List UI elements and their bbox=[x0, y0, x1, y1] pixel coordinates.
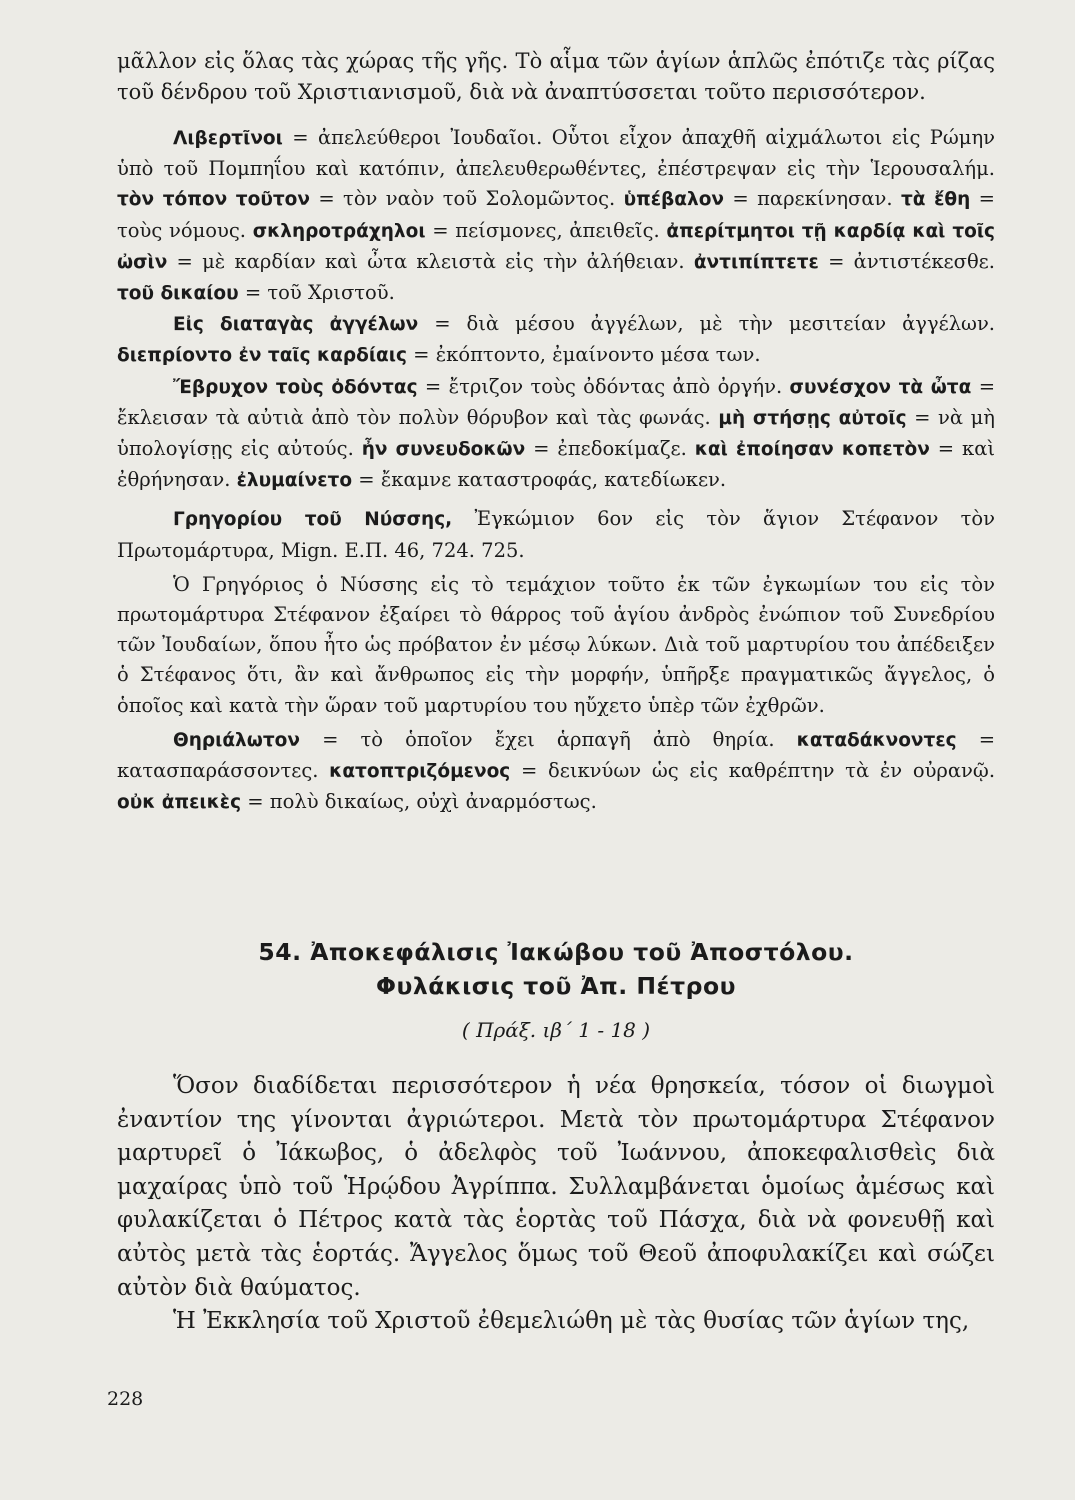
gloss-def: = κατασπαράσσοντες. bbox=[117, 727, 996, 783]
gloss-term: τὰ ἔθη bbox=[900, 189, 971, 211]
gloss-def: = ἔκαμνε καταστροφάς, κατεδίωκεν. bbox=[358, 468, 727, 492]
source-citation bbox=[117, 504, 995, 565]
gloss-term: ὑπέβαλον bbox=[623, 189, 725, 211]
gloss-def: = ἔκλεισαν τὰ αὐτιὰ ἀπὸ τὸν πολὺν θόρυβον καὶ τὰς φωνάς. bbox=[117, 374, 996, 429]
gloss-term: οὐκ ἀπεικὲς bbox=[117, 792, 242, 814]
gloss-term: Λιβερτῖνοι bbox=[173, 128, 283, 149]
section-paragraph-1: Ὅσον διαδίδεται περισσότερον ἡ νέα θρησκεία, τόσον οἱ διωγμοὶ ἐναντίον της γίνονται ἀγριώτεροι. Μετὰ τὸν πρωτομάρτυρα Στέφανον μαρτυρεῖ ὁ Ἰάκωβος, ὁ ἀδελφὸς τοῦ Ἰωάννου, ἀποκεφαλισθεὶς διὰ μαχαίρας ὑπὸ τοῦ Ἡρῴδου Ἀγρίππα. Συλλαμβάνεται ὁμοίως ἀμέσως καὶ φυλακίζεται ὁ Πέτρος κατὰ τὰς ἑορτὰς τοῦ Πάσχα, διὰ νὰ φονευθῇ καὶ αὐτὸς μετὰ τὰς ἑορτάς. Ἄγγελος ὅμως τοῦ Θεοῦ ἀποφυλακίζει καὶ σώζει αὐτὸν διὰ θαύματος. bbox=[117, 1073, 995, 1301]
gloss-def: = ἐπεδοκίμαζε. bbox=[533, 437, 687, 461]
glossary-paragraph-4 bbox=[117, 725, 995, 819]
gloss-term: Θηριάλωτον bbox=[173, 729, 300, 751]
gloss-def: = ἀπελεύθεροι Ἰουδαῖοι. Οὗτοι εἶχον ἀπαχθῆ αἰχμάλωτοι εἰς Ρώμην ὑπὸ τοῦ Πομπηΐου καὶ κατόπιν, ἀπελευθερωθέντες, ἐπέστρεψαν εἰς τὴν Ἱερουσαλήμ. bbox=[117, 126, 995, 181]
gloss-term: Ἔβρυχον τοὺς ὀδόντας bbox=[173, 376, 418, 398]
gloss-term: κατοπτριζόμενος bbox=[329, 761, 511, 783]
section-title-line-1: 54. Ἀποκεφάλισις Ἰακώβου τοῦ Ἀποστόλου. bbox=[258, 938, 854, 966]
text-block-upper bbox=[117, 46, 995, 818]
gloss-term: τὸν τόπον τοῦτον bbox=[117, 189, 310, 211]
page-number: 228 bbox=[107, 1388, 144, 1410]
gloss-term: καταδάκνοντες bbox=[796, 729, 957, 751]
gloss-def: = ἐκόπτοντο, ἐμαίνοντο μέσα των. bbox=[413, 343, 761, 367]
glossary-paragraph-2 bbox=[117, 309, 995, 371]
gloss-def: = πείσμονες, ἀπειθεῖς. bbox=[432, 218, 660, 242]
gloss-term: διεπρίοντο ἐν ταῖς καρδίαις bbox=[117, 345, 407, 367]
gloss-def: = παρεκίνησαν. bbox=[732, 187, 893, 211]
gloss-def: = τὸν ναὸν τοῦ Σολομῶντος. bbox=[318, 187, 616, 211]
gloss-term: σκληροτράχηλοι bbox=[252, 220, 426, 242]
glossary-paragraph-1 bbox=[117, 123, 995, 309]
source-author: Γρηγορίου τοῦ Νύσσης, bbox=[173, 509, 453, 531]
gloss-term: ἀντιπίπτετε bbox=[693, 251, 819, 273]
section-paragraph-2: Ἡ Ἐκκλησία τοῦ Χριστοῦ ἐθεμελιώθη μὲ τὰς θυσίας τῶν ἁγίων της, bbox=[173, 1308, 970, 1335]
glossary-paragraph-3 bbox=[117, 372, 995, 497]
gloss-def: = καὶ ἐθρήνησαν. bbox=[117, 437, 996, 492]
gloss-term: Εἰς διαταγὰς ἀγγέλων bbox=[173, 314, 419, 336]
gloss-term: ἀπερίτμητοι τῇ καρδίᾳ καὶ τοῖς ὠσὶν bbox=[117, 220, 996, 273]
gloss-term: ἐλυμαίνετο bbox=[236, 470, 353, 492]
section-title-line-2: Φυλάκισις τοῦ Ἀπ. Πέτρου bbox=[376, 972, 736, 1000]
gloss-term: μὴ στήσῃς αὐτοῖς bbox=[718, 407, 907, 429]
gloss-def: = τοῦ Χριστοῦ. bbox=[244, 281, 395, 305]
text-block-lower bbox=[117, 1070, 995, 1339]
gloss-def: = μὲ καρδίαν καὶ ὦτα κλειστὰ εἰς τὴν ἀλήθειαν. bbox=[176, 249, 685, 273]
gloss-term: τοῦ δικαίου bbox=[117, 283, 239, 305]
gloss-def: = τοὺς νόμους. bbox=[117, 187, 995, 242]
gloss-def: = δεικνύων ὡς εἰς καθρέπτην τὰ ἐν οὐρανῷ. bbox=[520, 759, 996, 783]
gloss-def: = τὸ ὁποῖον ἔχει ἁρπαγῆ ἀπὸ θηρία. bbox=[322, 727, 775, 751]
commentary-paragraph: Ὁ Γρηγόριος ὁ Νύσσης εἰς τὸ τεμάχιον τοῦτο ἐκ τῶν ἐγκωμίων του εἰς τὸν πρωτομάρτυρα Στέφανον ἐξαίρει τὸ θάρρος τοῦ ἁγίου ἀνδρὸς ἐνώπιον τοῦ Συνεδρίου τῶν Ἰουδαίων, ὅπου ἦτο ὡς πρόβατον ἐν μέσῳ λύκων. Διὰ τοῦ μαρτυρίου του ἀπέδειξεν ὁ Στέφανος ὅτι, ἂν καὶ ἄνθρωπος εἰς τὴν μορφήν, ὑπῆρξε πραγματικῶς ἄγγελος, ὁ ὁποῖος καὶ κατὰ τὴν ὥραν τοῦ μαρτυρίου του ηὔχετο ὑπὲρ τῶν ἐχθρῶν. bbox=[117, 572, 995, 717]
gloss-def: = νὰ μὴ ὑπολογίσῃς εἰς αὐτούς. bbox=[117, 405, 995, 461]
gloss-def: = πολὺ δικαίως, οὐχὶ ἀναρμόστως. bbox=[247, 790, 597, 814]
gloss-term: συνέσχον τὰ ὦτα bbox=[789, 376, 972, 398]
scripture-reference: ( Πράξ. ιβ΄ 1 - 18 ) bbox=[461, 1018, 651, 1042]
gloss-term: ἦν συνευδοκῶν bbox=[361, 439, 526, 461]
source-text: Ἐγκώμιον 6ον εἰς τὸν ἅγιον Στέφανον τὸν Πρωτομάρτυρα, Mign. Ε.Π. 46, 724. 725. bbox=[117, 507, 995, 562]
gloss-term: καὶ ἐποίησαν κοπετὸν bbox=[694, 439, 930, 461]
gloss-def: = ἔτριζον τοὺς ὀδόντας ἀπὸ ὀργήν. bbox=[424, 374, 783, 398]
gloss-def: = ἀντιστέκεσθε. bbox=[828, 249, 995, 273]
gloss-def: = διὰ μέσου ἀγγέλων, μὲ τὴν μεσιτείαν ἀγγέλων. bbox=[434, 312, 996, 336]
continuation-paragraph: μᾶλλον εἰς ὅλας τὰς χώρας τῆς γῆς. Τὸ αἷμα τῶν ἁγίων ἁπλῶς ἐπότιζε τὰς ρίζας τοῦ δένδρου τοῦ Χριστιανισμοῦ, διὰ νὰ ἀναπτύσσεται τοῦτο περισσότερον. bbox=[117, 49, 995, 104]
